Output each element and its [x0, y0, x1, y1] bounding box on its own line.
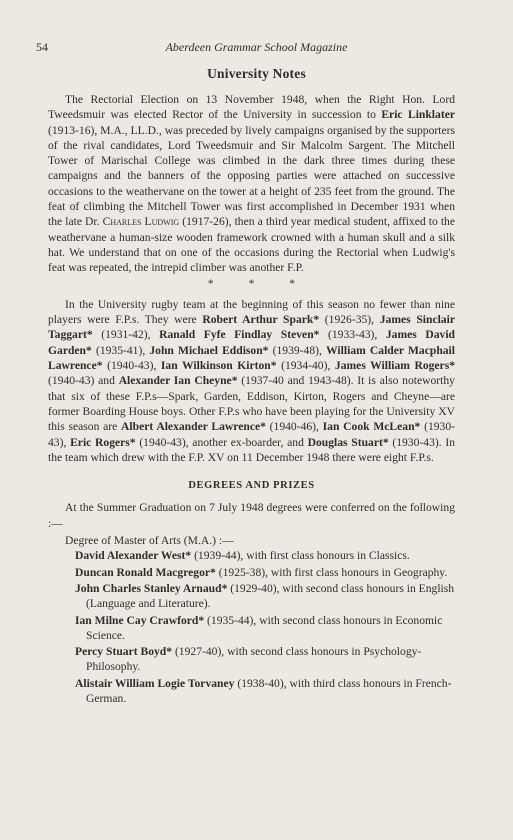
running-header: [36, 40, 477, 56]
text-run: (1940-46),: [265, 420, 323, 434]
player-name: Ian Cook McLean*: [322, 420, 421, 434]
rectorial-election-paragraph: [48, 92, 455, 276]
graduate-detail: (1938-40), with third class honours in French-German.: [86, 676, 452, 705]
text-run: (1931-42),: [92, 328, 160, 342]
graduate-name: Ian Milne Cay Crawford*: [75, 613, 205, 627]
text-run: The Rectorial Election on 13 November 1948, when the Right Hon. Lord Tweedsmuir was elected Rector of the University in succession to: [48, 93, 455, 122]
list-item: [48, 676, 455, 707]
text-run: (1930-43),: [48, 420, 455, 449]
page-number: 54: [36, 40, 48, 54]
graduate-name: Percy Stuart Boyd*: [75, 645, 173, 659]
graduate-detail: (1935-44), with second class honours in Economic Science.: [86, 613, 443, 642]
player-name: Ranald Fyfe Findlay Steven*: [159, 328, 320, 342]
section-title: University Notes: [207, 66, 306, 81]
player-name: John Michael Eddison*: [149, 343, 269, 357]
text-run: (1926-35),: [319, 313, 380, 327]
graduate-name: Alistair William Logie Torvaney: [75, 676, 235, 690]
text-run: (1940-43) and: [48, 374, 119, 388]
graduate-name: David Alexander West*: [75, 549, 192, 563]
degree-label: Degree of Master of Arts (M.A.) :—: [65, 534, 234, 548]
degrees-heading: DEGREES AND PRIZES: [188, 480, 315, 492]
list-item: [48, 644, 455, 675]
graduates-list: [48, 548, 455, 706]
player-name: James David Garden*: [48, 328, 455, 357]
text-run: (1913-16), M.A., LL.D., was preceded by lively campaigns organised by the supporters of the rival candidates, Lord Tweedsmuir and Sir Malcolm Sargent. The Mitchell Tower of Marischal College was climbed in the dark three times during these campaigns and the banners of the opposing parties were attached on successive occasions to the weathervane on the tower at a height of 235 feet from the ground. The feat of climbing the Mitchell Tower was first accomplished in December 1931 when the late Dr.: [48, 123, 455, 229]
rugby-team-paragraph: [48, 297, 455, 465]
text-run: In the University rugby team at the beginning of this season no fewer than nine players were F.P.s. They were: [48, 297, 455, 327]
graduate-detail: (1925-38), with first class honours in Geography.: [215, 565, 448, 579]
text-run: (1939-48),: [268, 343, 327, 357]
person-name: Eric Linklater: [381, 108, 455, 122]
player-name: Douglas Stuart*: [307, 435, 389, 449]
text-run: (1937-40 and 1943-48). It is also noteworthy that six of these F.P.s—Spark, Garden, Eddison, Kirton, Rogers and Cheyne—are former Boarding House boys. Other F.P.s who have been playing for the University XV this season are: [48, 374, 455, 434]
graduate-name: John Charles Stanley Arnaud*: [75, 581, 228, 595]
list-item: [48, 548, 455, 563]
graduate-detail: (1939-44), with first class honours in Classics.: [191, 549, 410, 563]
text-run: (1940-43), another ex-boarder, and: [135, 435, 308, 449]
text-run: (1935-41),: [91, 343, 150, 357]
player-name: James William Rogers*: [334, 359, 456, 373]
text-run: (1934-40),: [276, 359, 335, 373]
list-item: [48, 565, 455, 580]
list-item: [48, 613, 455, 644]
graduate-detail: (1929-40), with second class honours in English (Language and Literature).: [86, 581, 455, 611]
text-run: (1917-26), then a third year medical student, affixed to the weathervane a human-size wooden framework crowned with a human skull and a silk hat. We understand that on one of the occasions during the Rectorial when Ludwig's feat was repeated, the intrepid climber was another F.P.: [48, 215, 455, 275]
list-item: [48, 581, 455, 612]
graduate-name: Duncan Ronald Macgregor*: [75, 565, 216, 579]
player-name: Eric Rogers*: [70, 435, 136, 449]
text-run: (1933-43),: [319, 328, 386, 342]
graduate-detail: (1927-40), with second class honours in Psychology-Philosophy.: [86, 645, 422, 674]
player-name: William Calder Macphail Lawrence*: [48, 343, 456, 373]
graduation-intro: At the Summer Graduation on 7 July 1948 degrees were conferred on the following :—: [48, 501, 455, 530]
journal-title: Aberdeen Grammar School Magazine: [165, 40, 348, 54]
player-name: Robert Arthur Spark*: [202, 313, 320, 327]
player-name: James Sinclair Taggart*: [48, 313, 455, 342]
person-name: Charles Ludwig: [102, 215, 180, 229]
section-separator: * * *: [207, 276, 312, 290]
article-body: [48, 92, 455, 707]
player-name: Albert Alexander Lawrence*: [121, 420, 266, 434]
text-run: (1940-43),: [102, 359, 161, 373]
player-name: Ian Wilkinson Kirton*: [160, 359, 277, 373]
player-name: Alexander Ian Cheyne*: [118, 374, 238, 388]
text-run: (1930-43). In the team which drew with the F.P. XV on 11 December 1948 there were eight F.P.s.: [48, 435, 455, 464]
